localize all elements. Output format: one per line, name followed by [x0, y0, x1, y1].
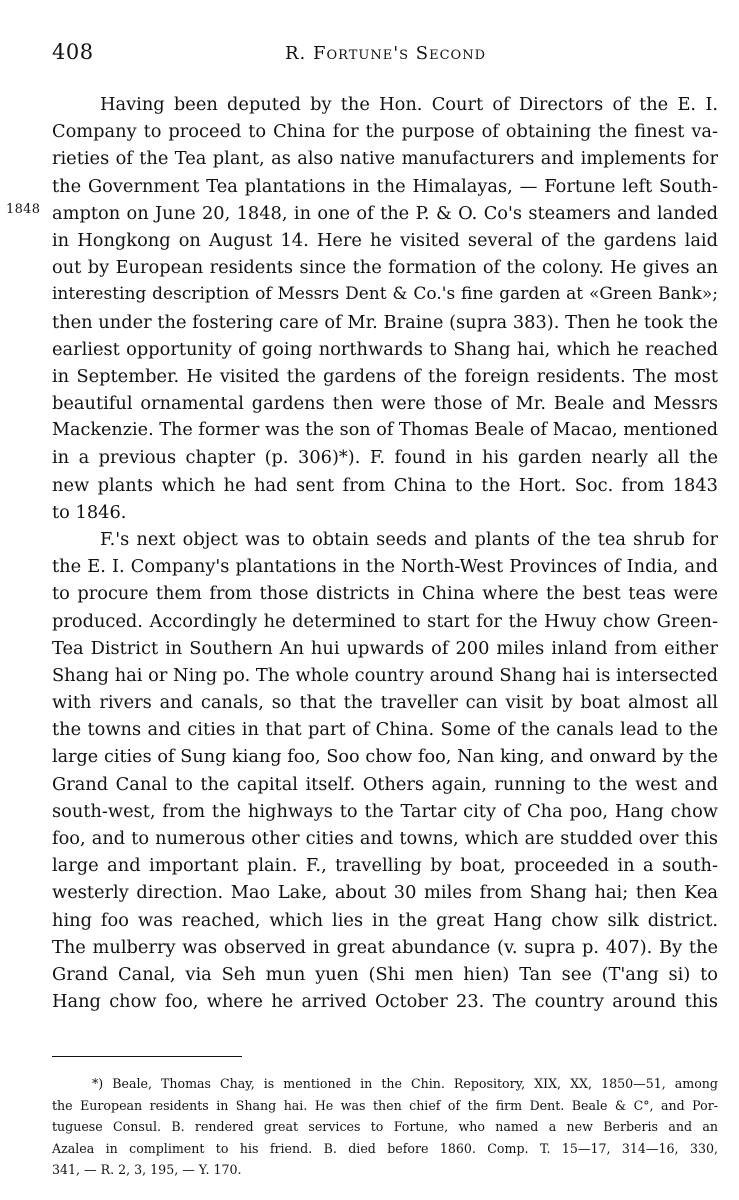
body-line: hing foo was reached, which lies in the great Hang chow silk district.	[52, 909, 718, 931]
running-title: R. Fortune's Second	[285, 43, 486, 64]
body-line: ampton on June 20, 1848, in one of the P. & O. Co's steamers and landed	[52, 202, 718, 224]
body-line: to 1846.	[52, 501, 127, 523]
page-number: 408	[52, 40, 94, 64]
body-line: Hang chow foo, where he arrived October 23. The country around this	[52, 991, 718, 1013]
body-line: Tea District in Southern An hui upwards of 200 miles inland from either	[52, 637, 718, 659]
body-line: in September. He visited the gardens of the foreign residents. The most	[52, 365, 718, 387]
body-line: earliest opportunity of going northwards to Shang hai, which he reached	[52, 338, 718, 360]
body-text	[52, 91, 718, 1015]
body-line: to procure them from those districts in China where the best teas were	[52, 583, 718, 605]
body-line: Mackenzie. The former was the son of Thomas Beale of Macao, mentioned	[52, 420, 718, 441]
body-line: Company to proceed to China for the purpose of obtaining the finest va-	[52, 121, 718, 143]
body-line: new plants which he had sent from China to the Hort. Soc. from 1843	[52, 474, 718, 496]
body-line: Grand Canal, via Seh mun yuen (Shi men hien) Tan see (T'ang si) to	[52, 964, 718, 985]
body-line: then under the fostering care of Mr. Braine (supra 383). Then he took the	[52, 311, 718, 333]
body-line: F.'s next object was to obtain seeds and plants of the tea shrub for	[100, 529, 718, 550]
body-line: in Hongkong on August 14. Here he visited several of the gardens laid	[52, 229, 718, 251]
margin-note-year: 1848	[6, 202, 41, 217]
footnote-line: the European residents in Shang hai. He was then chief of the firm Dent. Beale & C°, and Por-	[52, 1097, 718, 1113]
footnote-line: 341, — R. 2, 3, 195, — Y. 170.	[52, 1162, 242, 1178]
body-line: foo, and to numerous other cities and towns, which are studded over this	[52, 828, 718, 850]
body-line: the Government Tea plantations in the Himalayas, — Fortune left South-	[52, 175, 718, 197]
body-line: beautiful ornamental gardens then were those of Mr. Beale and Messrs	[52, 393, 718, 415]
body-line: Shang hai or Ning po. The whole country around Shang hai is intersected	[52, 664, 718, 686]
body-line: produced. Accordingly he determined to start for the Hwuy chow Green-	[52, 610, 718, 632]
footnote-line: Azalea in compliment to his friend. B. died before 1860. Comp. T. 15—17, 314—16, 330,	[52, 1140, 718, 1156]
page-header	[52, 40, 719, 74]
body-line: westerly direction. Mao Lake, about 30 miles from Shang hai; then Kea	[52, 882, 718, 904]
body-line: large cities of Sung kiang foo, Soo chow foo, Nan king, and onward by the	[52, 746, 718, 767]
body-line: out by European residents since the formation of the colony. He gives an	[52, 257, 718, 279]
footnote-line: *) Beale, Thomas Chay, is mentioned in the Chin. Repository, XIX, XX, 1850—51, among	[92, 1076, 718, 1091]
body-line: Having been deputed by the Hon. Court of Directors of the E. I.	[100, 94, 718, 115]
footnote	[52, 1073, 718, 1181]
body-line: the E. I. Company's plantations in the North-West Provinces of India, and	[52, 556, 718, 578]
body-line: Grand Canal to the capital itself. Others again, running to the west and	[52, 773, 718, 795]
body-line: large and important plain. F., travelling by boat, proceeded in a south-	[52, 855, 718, 877]
body-line: the towns and cities in that part of China. Some of the canals lead to the	[52, 719, 718, 741]
body-line: rieties of the Tea plant, as also native manufacturers and implements for	[52, 148, 718, 170]
footnote-divider	[52, 1056, 242, 1057]
body-line: The mulberry was observed in great abundance (v. supra p. 407). By the	[52, 936, 718, 958]
body-line: interesting description of Messrs Dent & Co.'s fine garden at «Green Bank»;	[52, 284, 718, 305]
body-line: in a previous chapter (p. 306)*). F. found in his garden nearly all the	[52, 447, 718, 469]
footnote-line: tuguese Consul. B. rendered great services to Fortune, who named a new Berberis and an	[52, 1119, 718, 1135]
body-line: south-west, from the highways to the Tartar city of Cha poo, Hang chow	[52, 800, 718, 822]
body-line: with rivers and canals, so that the traveller can visit by boat almost all	[52, 692, 718, 714]
